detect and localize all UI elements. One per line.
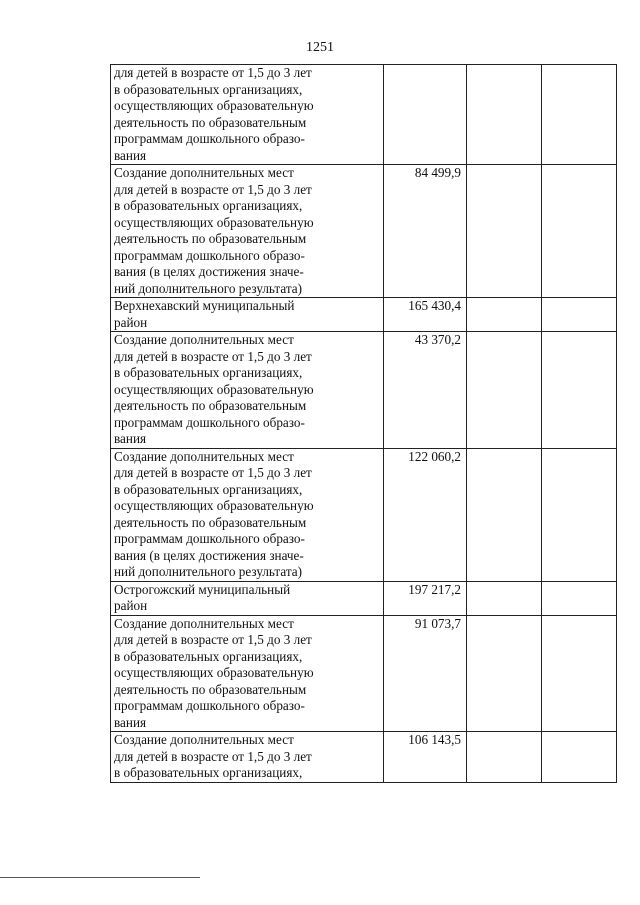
row-name-line: программам дошкольного образо- — [114, 247, 305, 263]
row-name-line: для детей в возрасте от 1,5 до 3 лет — [114, 348, 312, 364]
budget-table — [110, 64, 617, 783]
table-row — [111, 165, 617, 298]
row-name-line: ний дополнительного результата) — [114, 564, 303, 579]
row-name-line: вания — [114, 147, 147, 163]
row-name-line: в образовательных организациях, — [114, 648, 303, 664]
row-name-line: для детей в возрасте от 1,5 до 3 лет — [114, 65, 312, 80]
row-name-cell — [111, 615, 384, 732]
row-name-line: для детей в возрасте от 1,5 до 3 лет — [114, 181, 312, 197]
row-name-line: в образовательных организациях, — [114, 365, 303, 380]
table-row — [111, 615, 617, 732]
row-amount-cell: 43 370,2 — [384, 332, 467, 449]
row-name-line: в образовательных организациях, — [114, 481, 303, 497]
row-amount-cell — [384, 65, 467, 165]
table-row — [111, 65, 617, 165]
table-row — [111, 581, 617, 615]
empty-cell — [467, 732, 542, 783]
row-name-cell — [111, 581, 384, 615]
empty-cell — [467, 448, 542, 581]
row-name-line: в образовательных организациях, — [114, 81, 303, 97]
table-row — [111, 448, 617, 581]
row-name-line: Создание дополнительных мест — [114, 332, 294, 347]
row-name-line: Создание дополнительных мест — [114, 448, 294, 464]
empty-cell — [542, 65, 617, 165]
empty-cell — [467, 65, 542, 165]
row-name-line: для детей в возрасте от 1,5 до 3 лет — [114, 748, 312, 764]
table-row — [111, 732, 617, 783]
row-name-line: осуществляющих образовательную — [114, 665, 314, 680]
row-name-line: в образовательных организациях, — [114, 198, 303, 213]
empty-cell — [542, 448, 617, 581]
empty-cell — [467, 298, 542, 332]
row-name-line: осуществляющих образовательную — [114, 381, 314, 397]
row-name-line: деятельность по образовательным — [114, 681, 307, 697]
row-amount-cell: 84 499,9 — [384, 165, 467, 298]
row-amount-cell: 106 143,5 — [384, 732, 467, 783]
page-number: 1251 — [306, 40, 334, 55]
footer-divider — [0, 877, 200, 878]
row-name-line: программам дошкольного образо- — [114, 531, 305, 546]
row-name-cell — [111, 732, 384, 783]
row-name-line: деятельность по образовательным — [114, 114, 307, 130]
row-name-line: вания (в целях достижения значе- — [114, 547, 304, 563]
empty-cell — [542, 332, 617, 449]
row-name-cell — [111, 448, 384, 581]
row-name-line: программам дошкольного образо- — [114, 131, 305, 146]
row-name-line: для детей в возрасте от 1,5 до 3 лет — [114, 465, 312, 480]
row-name-cell — [111, 298, 384, 332]
row-name-line: в образовательных организациях, — [114, 765, 303, 780]
row-amount-cell: 165 430,4 — [384, 298, 467, 332]
row-name-cell — [111, 332, 384, 449]
row-name-line: деятельность по образовательным — [114, 231, 307, 246]
empty-cell — [467, 165, 542, 298]
row-name-line: ний дополнительного результата) — [114, 280, 303, 296]
table-row — [111, 332, 617, 449]
row-name-cell — [111, 65, 384, 165]
row-name-line: Создание дополнительных мест — [114, 165, 294, 180]
row-name-line: вания (в целях достижения значе- — [114, 264, 304, 279]
empty-cell — [467, 332, 542, 449]
row-name-cell — [111, 165, 384, 298]
row-name-line: Создание дополнительных мест — [114, 615, 294, 631]
row-name-line: для детей в возрасте от 1,5 до 3 лет — [114, 632, 312, 647]
row-name-line: деятельность по образовательным — [114, 514, 307, 530]
row-name-line: осуществляющих образовательную — [114, 98, 314, 113]
row-amount-cell: 91 073,7 — [384, 615, 467, 732]
row-name-line: район — [114, 314, 148, 330]
row-name-line: осуществляющих образовательную — [114, 214, 314, 230]
row-name-line: вания — [114, 431, 147, 446]
empty-cell — [542, 581, 617, 615]
row-name-line: программам дошкольного образо- — [114, 698, 305, 713]
row-name-line: Создание дополнительных мест — [114, 732, 294, 747]
empty-cell — [542, 298, 617, 332]
row-name-line: Острогожский муниципальный — [114, 581, 291, 597]
row-name-line: осуществляющих образовательную — [114, 498, 314, 513]
row-name-line: вания — [114, 714, 147, 730]
empty-cell — [542, 732, 617, 783]
row-name-line: Верхнехавский муниципальный — [114, 298, 295, 313]
row-amount-cell: 122 060,2 — [384, 448, 467, 581]
row-name-line: район — [114, 598, 148, 613]
empty-cell — [467, 581, 542, 615]
row-name-line: деятельность по образовательным — [114, 398, 307, 413]
table-row — [111, 298, 617, 332]
empty-cell — [467, 615, 542, 732]
row-name-line: программам дошкольного образо- — [114, 414, 305, 430]
row-amount-cell: 197 217,2 — [384, 581, 467, 615]
empty-cell — [542, 165, 617, 298]
empty-cell — [542, 615, 617, 732]
